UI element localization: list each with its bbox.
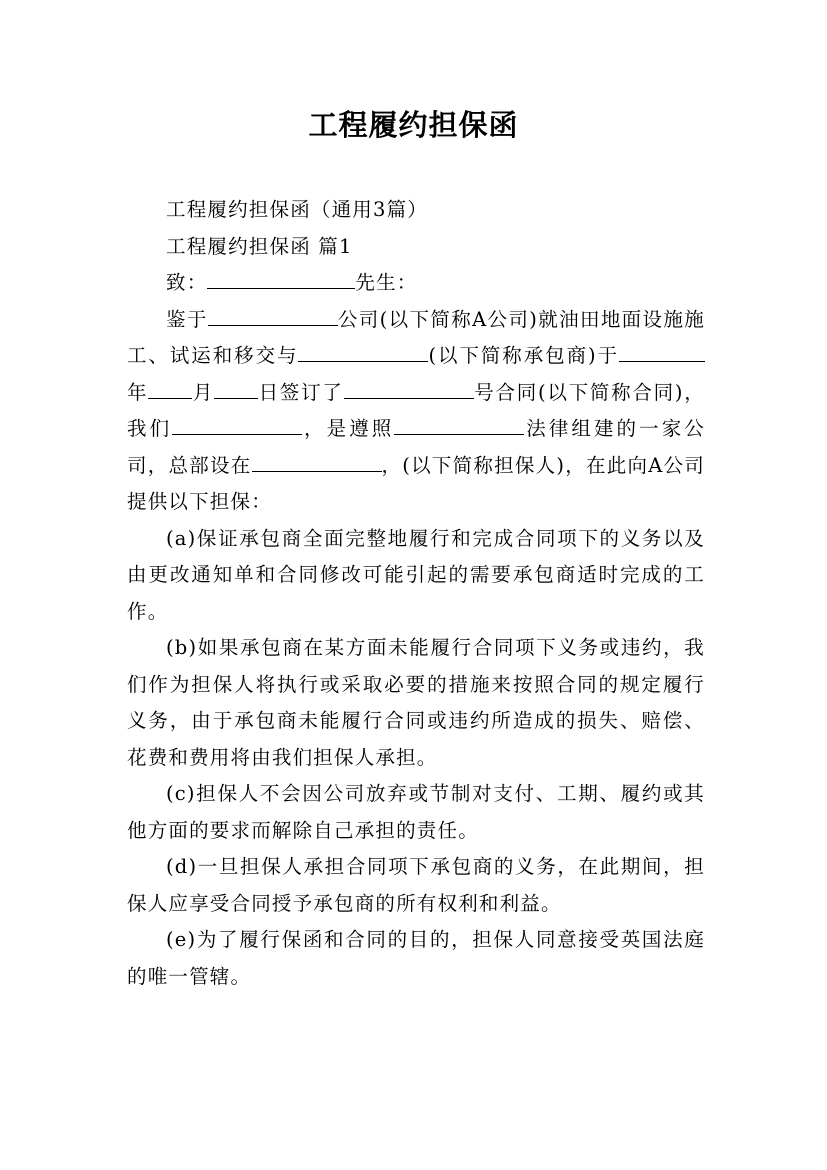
p1-text-9: 法律组建的一家公司，总部设在 [127,417,705,477]
clause-b: (b)如果承包商在某方面未能履行合同项下义务或违约，我们作为担保人将执行或采取必要的措施来按照合同的规定履行义务，由于承包商未能履行合同或违约所造成的损失、赔偿、花费和费用将由我们担保人承担。 [127,636,705,769]
day-blank [214,378,258,399]
p1-text-10: ，(以下简称担保人)，在此向A公司提供以下担保： [127,453,706,513]
salutation-prefix: 致： [166,271,208,294]
company-name-blank [208,305,338,326]
document-body [127,192,705,995]
clause-d: (d)一旦担保人承担合同项下承包商的义务，在此期间，担保人应享受合同授予承包商的所有权利和利益。 [127,855,705,915]
clause-a: (a)保证承包商全面完整地履行和完成合同项下的义务以及由更改通知单和合同修改可能引起的需要承包商适时完成的工作。 [127,526,705,623]
salutation-suffix: 先生： [355,271,418,294]
clause-e: (e)为了履行保函和合同的目的，担保人同意接受英国法庭的唯一管辖。 [127,928,705,988]
contract-number-blank [344,378,474,399]
jurisdiction-blank [394,415,524,436]
p1-text-5: 月 [192,380,215,404]
p1-text-1: 鉴于 [166,307,208,331]
p1-text-8: ，是遵照 [302,417,395,440]
p1-text-7: 号合同(以下简称合同)，我们 [127,380,705,440]
section-heading: 工程履约担保函 篇1 [166,234,353,258]
document-title: 工程履约担保函 [308,108,519,142]
year-blank [619,342,705,363]
document-subtitle: 工程履约担保函（通用3篇） [166,198,429,221]
salutation-line [127,265,705,302]
month-blank [148,378,192,399]
p1-text-2: 公司(以下简称A公司)就油田地面设施施工、试运和移交与 [127,307,705,367]
guarantor-name-blank [172,415,302,436]
recipient-name-blank [207,269,355,290]
p1-text-6: 日签订了 [258,380,344,404]
p1-text-3: (以下简称承包商)于 [428,344,620,367]
clause-c: (c)担保人不会因公司放弃或节制对支付、工期、履约或其他方面的要求而解除自己承担的责任。 [127,782,705,842]
headquarters-blank [252,451,382,472]
p1-text-4: 年 [127,380,149,404]
contractor-name-blank [298,342,428,363]
paragraph-whereas [127,302,705,521]
